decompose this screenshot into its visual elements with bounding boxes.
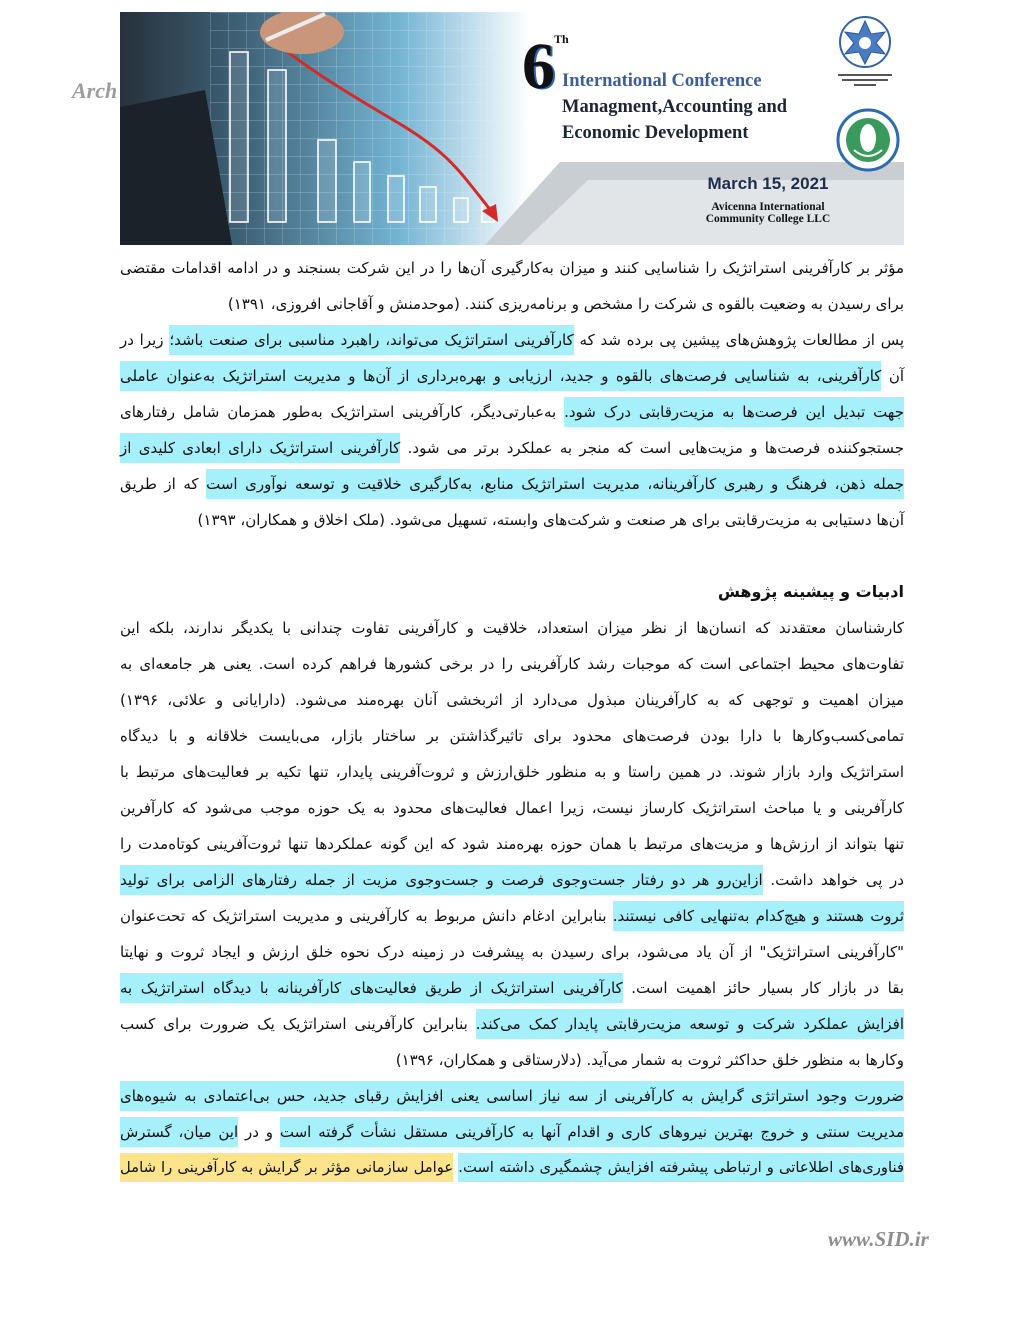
highlighted-text: کارآفرینی استراتژیک دارای ابعادی کلیدی از [120,433,400,463]
text-line [120,394,904,430]
highlighted-text: عوامل سازمانی مؤثر بر گرایش به کارآفرینی را شامل [120,1153,453,1182]
text-line [120,466,904,502]
text-line [120,1114,904,1150]
text-line [120,970,904,1006]
text-line [120,286,904,322]
conference-banner [120,12,904,245]
text-run: تمامی‌کسب‌وکارها با دارا بودن فرصت‌های محدود برای تاثیرگذاشتن بر ساختار بازار، می‌بایست خلاقانه و با دیدگاه [120,727,904,745]
text-run: به‌عبارتی‌دیگر، کارآفرینی استراتژیک به‌طور همزمان شامل رفتارهای [120,403,565,421]
text-line [120,1006,904,1042]
text-line [120,898,904,934]
highlighted-text: کارآفرینی استراتژیک از طریق فعالیت‌های کارآفرینانه با دیدگاه استراتژیک به [120,973,623,1003]
hand-shape [260,12,344,54]
conference-title-line2: Managment,Accounting and [562,97,788,117]
text-run: میزان اهمیت و توجهی که به کارآفرینان مبذول می‌دارد از اثربخشی آنان بهره‌مند می‌شود. (دارایانی و علائی، ۱۳۹۶) [120,691,904,709]
highlighted-text: فناوری‌های اطلاعاتی و ارتباطی پیشرفته افزایش چشمگیری داشته است. [458,1153,904,1182]
paragraph [120,322,904,538]
text-run: برای رسیدن به وضعیت بالقوه ی شرکت را مشخص و برنامه‌ریزی کنند. (موحدمنش و آقاجانی افروزی، ۱۳۹۱) [227,295,904,313]
text-run: تفاوت‌های محیط اجتماعی است که موجبات رشد کارآفرینی را در برخی کشورها فراهم کرده است. یعنی هر جامعه‌ای به [120,655,904,673]
text-run: زیرا در [120,331,170,349]
text-line [120,1150,904,1186]
highlighted-text: ثروت هستند و هیچ‌کدام به‌تنهایی کافی نیستند. [613,901,904,931]
highlighted-text: مدیریت سنتی و خروج بهترین نیروهای کاری و اقدام آنها به کارآفرینی مستقل نشأت گرفته است [280,1117,904,1147]
paragraph [120,610,904,1078]
text-run: بنابراین کارآفرینی استراتژیک یک ضرورت برای کسب [120,1015,476,1033]
section-heading: ادبیات و پیشینه پژوهش [717,582,904,601]
highlighted-text: ضرورت وجود استراتژی گرایش به کارآفرینی از سه نیاز اساسی یعنی افزایش رقبای جدید، حس بی‌اعتمادی به شیوه‌های [120,1081,904,1111]
text-run: آن [881,367,905,385]
paragraph [120,250,904,322]
text-line [120,1042,904,1078]
highlighted-text: جمله ذهن، فرهنگ و رهبری کارآفرینانه، مدیریت استراتژیک منابع، به‌کارگیری خلاقیت و توسعه نوآوری است [206,469,904,499]
text-line [120,718,904,754]
text-run: آن‌ها دستیابی به مزیت‌رقابتی برای هر صنعت و شرکت‌های وابسته، تسهیل می‌شود. (ملک اخلاق و همکاران، ۱۳۹۳) [197,511,904,529]
text-line [120,790,904,826]
text-run: کارآفرینی و یا مباحث استراتژیک کارساز نیست، زیرا اعمال فعالیت‌های محدود به یک حوزه موجب می‌شود که کارآفرین [120,799,904,817]
text-run: تنها بتواند از ارزش‌ها و مزیت‌های مرتبط با همان حوزه بهره‌مند شود که این گونه عملکردها تنها ثروت‌آفرینی کوتاه‌مدت را [120,835,904,853]
edition-number: 6 [522,30,555,103]
text-line [120,430,904,466]
text-run: و در [238,1123,280,1141]
footer-site-url: www.SID.ir [828,1227,929,1251]
text-run: استراتژیک وارد بازار شوند. در همین راستا و به منظور خلق‌ارزش و ثروت‌آفرینی پایدار، تنها تکیه بر فعالیت‌های مرتبط با [120,763,904,781]
text-run: پس از مطالعات پژوهش‌های پیشین پی برده شد که [573,331,904,349]
archive-watermark: Arch [72,78,118,103]
text-run: بنابراین ادغام دانش مربوط به کارآفرینی و مدیریت استراتژیک که تحت‌عنوان [120,907,613,925]
text-line [120,322,904,358]
text-line [120,610,904,646]
text-run: "کارآفرینی استراتژیک" از آن یاد می‌شود، برای رسیدن به پیشرفت در زمینه درک نحوه خلق ارزش و ایجاد ثروت و نهایتا [120,943,904,961]
text-run: جستجوکننده فرصت‌ها و مزیت‌هایی است که منجر به عملکرد برتر می شود. [400,439,904,457]
text-line [120,682,904,718]
conference-network-logo [838,17,892,86]
text-line [120,862,904,898]
text-run: کارشناسان معتقدند که انسان‌ها از نظر میزان استعداد، خلاقیت و کارآفرینی تفاوت چندانی با یکدیگر ندارند، بلکه این [120,619,904,637]
highlighted-text: این میان، گسترش [120,1117,238,1147]
text-run: مؤثر بر کارآفرینی استراتژیک را شناسایی کنند و میزان به‌کارگیری آن‌ها را در این شرکت بسنجند و در ادامه اقدامات مقتضی [120,259,904,277]
conference-title-line1: International Conference [562,71,762,91]
host-line2: Community College LLC [705,213,831,225]
host-line1: Avicenna International [711,201,825,213]
text-line [120,754,904,790]
conference-date: March 15, 2021 [707,174,829,193]
text-run: بقا در بازار کار بسیار حائز اهمیت است. [622,979,904,997]
edition-suffix: Th [554,32,569,46]
conference-title-line3: Economic Development [562,123,749,143]
text-run: در پی خواهد داشت. [762,871,904,889]
text-run: وکارها به منظور خلق حداکثر ثروت به شمار می‌آید. (دلارستاقی و همکاران، ۱۳۹۶) [395,1051,904,1069]
text-line [120,1078,904,1114]
text-line [120,358,904,394]
text-line [120,250,904,286]
highlighted-text: افزایش عملکرد شرکت و توسعه مزیت‌رقابتی پایدار کمک می‌کند. [476,1009,904,1039]
document-body [120,250,904,1186]
text-line [120,646,904,682]
highlighted-text: کارآفرینی استراتژیک می‌تواند، راهبرد مناسبی برای صنعت باشد؛ [169,325,573,355]
college-seal-logo [838,110,898,170]
paragraph [120,1078,904,1186]
text-section [120,250,904,538]
highlighted-text: ازاین‌رو هر دو رفتار جست‌وجوی فرصت و جست‌وجوی مزیت از جمله رفتارهای الزامی برای تولید [120,865,763,895]
highlighted-text: جهت تبدیل این فرصت‌ها به مزیت‌رقابتی درک شود. [564,397,904,427]
text-section [120,574,904,1186]
text-line [120,502,904,538]
highlighted-text: کارآفرینی، به شناسایی فرصت‌های بالقوه و جدید، ارزیابی و بهره‌برداری از آن‌ها و مدیریت استراتژیک به‌عنوان عاملی [120,361,881,391]
text-line [120,934,904,970]
text-line [120,826,904,862]
text-run: که از طریق [120,475,207,493]
